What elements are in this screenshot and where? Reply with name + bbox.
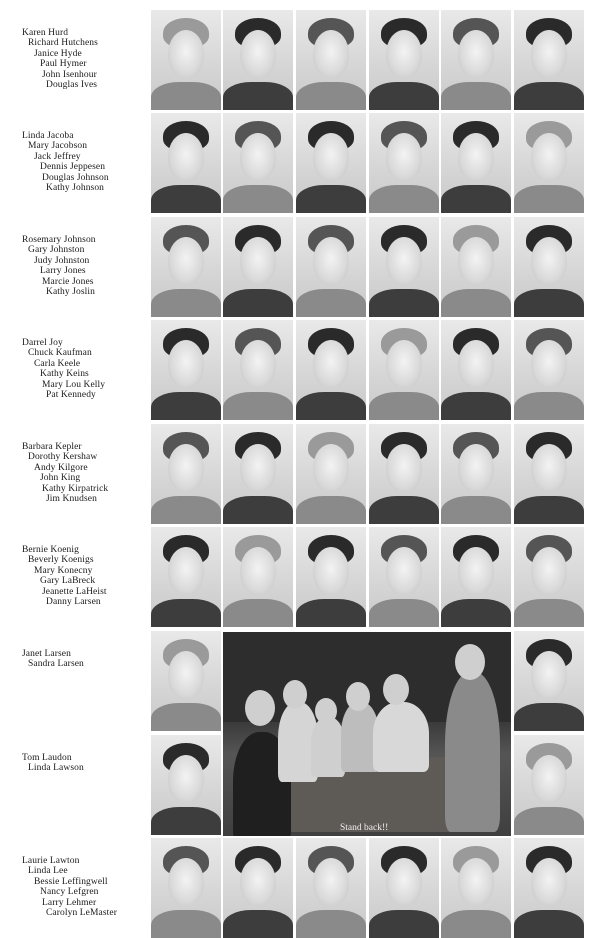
student-name: Mary Konecny <box>34 565 93 576</box>
portrait-body <box>514 185 584 213</box>
group-photo-caption: Stand back!! <box>340 823 389 833</box>
portrait-body <box>514 289 584 317</box>
person-head <box>383 674 409 705</box>
portrait-body <box>151 185 221 213</box>
portrait-face <box>240 547 276 595</box>
portrait-body <box>223 185 293 213</box>
student-name: Chuck Kaufman <box>28 348 92 359</box>
student-portrait <box>369 10 439 110</box>
student-portrait <box>369 320 439 420</box>
student-portrait <box>514 424 584 524</box>
portrait-face <box>168 444 204 492</box>
portrait-body <box>151 910 221 938</box>
student-name: Linda Lee <box>28 866 68 877</box>
portrait-body <box>369 289 439 317</box>
student-portrait <box>441 113 511 213</box>
portrait-face <box>168 651 204 699</box>
portrait-body <box>296 289 366 317</box>
student-name: Linda Lawson <box>28 763 84 774</box>
portrait-face <box>531 547 567 595</box>
portrait-body <box>223 910 293 938</box>
student-portrait <box>514 217 584 317</box>
student-portrait <box>441 838 511 938</box>
portrait-body <box>223 496 293 524</box>
portrait-body <box>223 599 293 627</box>
student-name: Jim Knudsen <box>46 494 97 504</box>
portrait-face <box>240 340 276 388</box>
student-name: Sandra Larsen <box>28 659 84 670</box>
student-name: Paul Hymer <box>40 59 87 70</box>
student-name: Bernie Koenig <box>22 545 79 555</box>
portrait-body <box>514 496 584 524</box>
portrait-body <box>369 599 439 627</box>
student-portrait <box>514 527 584 627</box>
student-portrait <box>514 838 584 938</box>
portrait-face <box>531 30 567 78</box>
student-name: John King <box>40 473 81 484</box>
portrait-face <box>168 237 204 285</box>
portrait-body <box>223 289 293 317</box>
portrait-body <box>151 392 221 420</box>
student-portrait <box>441 424 511 524</box>
student-name: Karen Hurd <box>22 28 69 38</box>
student-name: Kathy Kirpatrick <box>42 483 109 494</box>
student-portrait <box>151 424 221 524</box>
student-portrait <box>223 424 293 524</box>
portrait-face <box>168 133 204 181</box>
portrait-body <box>296 599 366 627</box>
student-portrait <box>223 527 293 627</box>
portrait-body <box>151 599 221 627</box>
student-name: Jack Jeffrey <box>34 151 81 162</box>
student-name: Gary Johnston <box>28 245 85 256</box>
student-portrait <box>223 320 293 420</box>
student-name: Laurie Lawton <box>22 856 80 866</box>
student-name: Janice Hyde <box>34 48 82 59</box>
student-name: John Isenhour <box>42 69 97 80</box>
portrait-body <box>514 82 584 110</box>
student-name: Kathy Johnson <box>46 183 105 193</box>
student-name: Nancy Lefgren <box>40 887 99 898</box>
student-name: Darrel Joy <box>22 338 63 348</box>
student-portrait <box>223 113 293 213</box>
portrait-face <box>240 444 276 492</box>
portrait-body <box>441 392 511 420</box>
portrait-face <box>531 237 567 285</box>
student-portrait <box>441 10 511 110</box>
person-head <box>455 644 485 680</box>
person-head <box>245 690 275 726</box>
portrait-body <box>514 392 584 420</box>
student-portrait <box>369 838 439 938</box>
portrait-face <box>240 237 276 285</box>
student-portrait <box>151 631 221 731</box>
student-name: Richard Hutchens <box>28 38 98 49</box>
person-figure <box>311 717 345 777</box>
student-name: Tom Laudon <box>22 753 72 763</box>
portrait-body <box>151 807 221 835</box>
student-name: Mary Jacobson <box>28 141 88 152</box>
student-portrait <box>151 10 221 110</box>
student-portrait <box>296 527 366 627</box>
portrait-body <box>223 392 293 420</box>
student-portrait <box>223 217 293 317</box>
portrait-face <box>168 547 204 595</box>
student-portrait <box>514 320 584 420</box>
portrait-face <box>458 133 494 181</box>
student-name: Pat Kennedy <box>46 390 96 400</box>
portrait-body <box>441 185 511 213</box>
portrait-body <box>441 496 511 524</box>
student-name: Marcie Jones <box>42 276 94 287</box>
portrait-face <box>168 30 204 78</box>
portrait-body <box>296 392 366 420</box>
student-portrait <box>296 320 366 420</box>
student-name: Carolyn LeMaster <box>46 908 117 918</box>
portrait-body <box>151 82 221 110</box>
student-name: Kathy Joslin <box>46 287 95 297</box>
student-name: Rosemary Johnson <box>22 235 96 245</box>
student-portrait <box>514 631 584 731</box>
student-name: Dennis Jeppesen <box>40 162 106 173</box>
student-portrait <box>514 735 584 835</box>
portrait-face <box>386 237 422 285</box>
student-name: Judy Johnston <box>34 255 90 266</box>
portrait-face <box>458 30 494 78</box>
student-name: Mary Lou Kelly <box>42 379 106 390</box>
student-name: Dorothy Kershaw <box>28 452 98 463</box>
person-head <box>283 680 307 709</box>
portrait-face <box>313 237 349 285</box>
student-portrait <box>514 113 584 213</box>
student-name: Douglas Johnson <box>42 172 109 183</box>
student-portrait <box>296 217 366 317</box>
student-portrait <box>369 527 439 627</box>
portrait-body <box>514 910 584 938</box>
student-portrait <box>223 10 293 110</box>
student-name: Danny Larsen <box>46 597 101 607</box>
portrait-face <box>531 858 567 906</box>
student-portrait <box>296 838 366 938</box>
portrait-face <box>531 651 567 699</box>
student-name: Beverly Koenigs <box>28 555 94 566</box>
portrait-body <box>514 599 584 627</box>
student-portrait <box>441 320 511 420</box>
portrait-body <box>514 703 584 731</box>
portrait-body <box>151 289 221 317</box>
portrait-face <box>240 30 276 78</box>
portrait-body <box>369 82 439 110</box>
person-figure <box>373 702 429 772</box>
student-portrait <box>369 424 439 524</box>
portrait-body <box>514 807 584 835</box>
portrait-body <box>151 496 221 524</box>
student-name: Linda Jacoba <box>22 131 74 141</box>
student-portrait <box>441 217 511 317</box>
portrait-body <box>369 910 439 938</box>
portrait-body <box>296 496 366 524</box>
portrait-body <box>441 82 511 110</box>
portrait-face <box>458 340 494 388</box>
portrait-face <box>168 340 204 388</box>
student-portrait <box>151 527 221 627</box>
portrait-face <box>458 444 494 492</box>
portrait-face <box>531 340 567 388</box>
portrait-body <box>296 185 366 213</box>
student-portrait <box>296 113 366 213</box>
group-photo <box>223 632 511 836</box>
portrait-face <box>386 340 422 388</box>
student-portrait <box>296 10 366 110</box>
student-portrait <box>151 838 221 938</box>
portrait-face <box>531 755 567 803</box>
student-portrait <box>151 217 221 317</box>
student-name: Gary LaBreck <box>40 576 96 587</box>
student-portrait <box>441 527 511 627</box>
student-portrait <box>514 10 584 110</box>
student-name: Andy Kilgore <box>34 462 88 473</box>
portrait-face <box>313 858 349 906</box>
student-name: Jeanette LaHeist <box>42 586 107 597</box>
student-name: Larry Lehmer <box>42 897 97 908</box>
portrait-face <box>386 133 422 181</box>
student-name: Janet Larsen <box>22 649 71 659</box>
portrait-body <box>441 599 511 627</box>
portrait-face <box>313 547 349 595</box>
portrait-body <box>223 82 293 110</box>
student-portrait <box>223 838 293 938</box>
portrait-body <box>441 910 511 938</box>
portrait-face <box>313 133 349 181</box>
student-portrait <box>369 217 439 317</box>
student-name: Douglas Ives <box>46 80 98 90</box>
student-portrait <box>151 113 221 213</box>
portrait-face <box>168 858 204 906</box>
portrait-body <box>369 392 439 420</box>
portrait-body <box>369 185 439 213</box>
portrait-face <box>313 30 349 78</box>
student-portrait <box>369 113 439 213</box>
portrait-face <box>313 340 349 388</box>
portrait-face <box>458 858 494 906</box>
portrait-face <box>168 755 204 803</box>
person-figure <box>445 672 500 832</box>
portrait-face <box>386 858 422 906</box>
student-name: Larry Jones <box>40 266 86 277</box>
student-name: Bessie Leffingwell <box>34 876 108 887</box>
portrait-body <box>151 703 221 731</box>
portrait-face <box>386 30 422 78</box>
portrait-face <box>531 133 567 181</box>
portrait-face <box>240 133 276 181</box>
portrait-face <box>386 444 422 492</box>
student-name: Barbara Kepler <box>22 442 82 452</box>
student-name: Kathy Keins <box>40 369 89 380</box>
portrait-face <box>386 547 422 595</box>
portrait-face <box>458 237 494 285</box>
portrait-face <box>458 547 494 595</box>
portrait-body <box>441 289 511 317</box>
person-head <box>346 682 370 711</box>
portrait-body <box>296 82 366 110</box>
student-portrait <box>151 735 221 835</box>
portrait-body <box>296 910 366 938</box>
portrait-body <box>369 496 439 524</box>
student-portrait <box>296 424 366 524</box>
portrait-face <box>240 858 276 906</box>
student-portrait <box>151 320 221 420</box>
portrait-face <box>531 444 567 492</box>
portrait-face <box>313 444 349 492</box>
student-name: Carla Keele <box>34 358 81 369</box>
